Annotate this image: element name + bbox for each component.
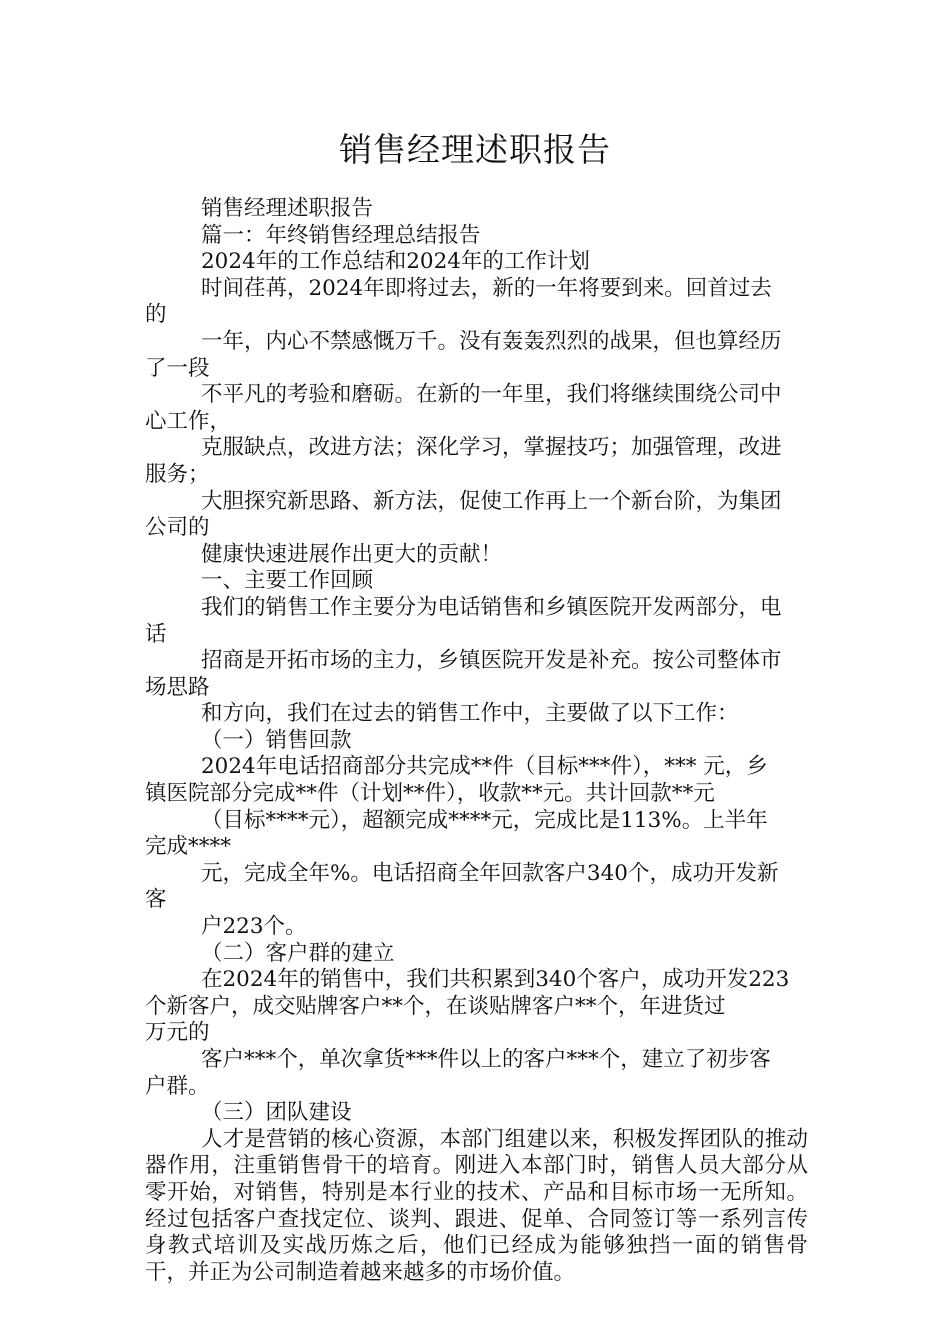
text-line: 公司的 xyxy=(145,515,210,541)
text-line: 我们的销售工作主要分为电话销售和乡镇医院开发两部分，电 xyxy=(201,594,782,620)
text-line: 在2024年的销售中，我们共积累到340个客户，成功开发223 xyxy=(201,967,790,993)
text-line: 完成**** xyxy=(145,834,232,860)
text-line: 2024年的工作总结和2024年的工作计划 xyxy=(201,249,590,275)
text-line: 不平凡的考验和磨砺。在新的一年里，我们将继续围绕公司中 xyxy=(201,382,782,408)
text-line: （目标****元），超额完成****元，完成比是113%。上半年 xyxy=(201,807,768,833)
document-body xyxy=(145,196,808,1286)
text-line: 篇一：年终销售经理总结报告 xyxy=(201,222,481,248)
text-line: 心工作， xyxy=(145,408,232,434)
text-line: 了一段 xyxy=(145,355,210,381)
text-line: 个新客户，成交贴牌客户**个，在谈贴牌客户**个，年进货过 xyxy=(145,993,726,1019)
text-line: 2024年电话招商部分共完成**件（目标***件），*** 元，乡 xyxy=(201,754,768,780)
text-line: 的 xyxy=(145,302,167,328)
text-line: 招商是开拓市场的主力，乡镇医院开发是补充。按公司整体市 xyxy=(201,648,782,674)
section-heading: 一、主要工作回顾 xyxy=(201,568,374,594)
text-line: 户群。 xyxy=(145,1073,210,1099)
text-line: 客 xyxy=(145,887,167,913)
document-title: 销售经理述职报告 xyxy=(339,130,611,169)
text-line: 话 xyxy=(145,621,167,647)
subsection-heading: （一）销售回款 xyxy=(201,727,352,753)
text-line: 元，完成全年%。电话招商全年回款客户340个，成功开发新 xyxy=(201,860,779,886)
subsection-heading: （三）团队建设 xyxy=(201,1100,352,1126)
text-line: 户223个。 xyxy=(201,914,307,940)
subsection-heading: （二）客户群的建立 xyxy=(201,940,395,966)
team-building-paragraph: 人才是营销的核心资源，本部门组建以来，积极发挥团队的推动器作用，注重销售骨干的培育。刚进入本部门时，销售人员大部分从零开始，对销售，特别是本行业的技术、产品和目标市场一无所知。经过包括客户查找定位、谈判、跟进、促单、合同签订等一系列言传身教式培训及实战历炼之后，他们已经成为能够独挡一面的销售骨干，并正为公司制造着越来越多的市场价值。 xyxy=(145,1126,808,1285)
text-line: 场思路 xyxy=(145,674,210,700)
text-line: 克服缺点，改进方法；深化学习，掌握技巧；加强管理，改进 xyxy=(201,435,782,461)
text-line: 时间荏苒，2024年即将过去，新的一年将要到来。回首过去 xyxy=(201,275,772,301)
text-line: 销售经理述职报告 xyxy=(201,196,374,221)
text-line: 大胆探究新思路、新方法，促使工作再上一个新台阶，为集团 xyxy=(201,488,782,514)
text-line: 和方向，我们在过去的销售工作中，主要做了以下工作： xyxy=(201,701,739,727)
text-line: 万元的 xyxy=(145,1020,210,1046)
text-line: 服务； xyxy=(145,461,210,487)
text-line: 镇医院部分完成**件（计划**件），收款**元。共计回款**元 xyxy=(145,781,715,807)
text-line: 客户***个，单次拿货***件以上的客户***个，建立了初步客 xyxy=(201,1047,771,1072)
text-line: 健康快速进展作出更大的贡献！ xyxy=(201,541,503,567)
text-line: 一年，内心不禁感慨万千。没有轰轰烈烈的战果，但也算经历 xyxy=(201,328,782,354)
